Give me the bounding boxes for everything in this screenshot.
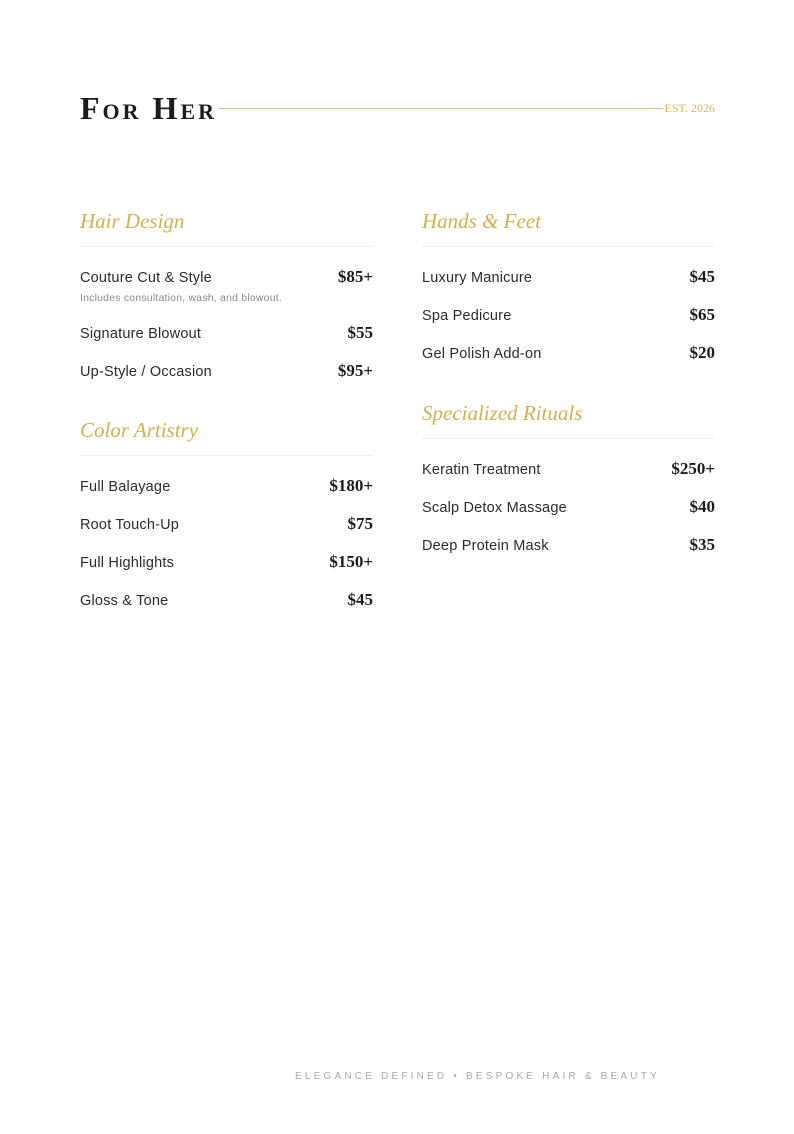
item-price: $75 — [347, 514, 373, 533]
item-price: $95+ — [337, 361, 373, 380]
section-title: Hands & Feet — [422, 209, 541, 233]
menu-item — [80, 552, 373, 572]
item-name: Luxury Manicure — [422, 270, 533, 286]
menu-item — [80, 323, 373, 343]
section-title: Hair Design — [80, 209, 185, 233]
menu-item — [80, 590, 373, 610]
menu-item — [80, 476, 373, 496]
section-divider — [80, 455, 373, 456]
menu-item — [422, 343, 715, 363]
footer-tagline: ELEGANCE DEFINED • BESPOKE HAIR & BEAUTY — [295, 1071, 660, 1082]
header-rule — [219, 108, 663, 109]
item-name: Full Balayage — [80, 479, 171, 495]
section-title: Specialized Rituals — [422, 401, 583, 425]
item-price: $150+ — [329, 552, 373, 571]
menu-item — [80, 361, 373, 381]
item-name: Spa Pedicure — [422, 308, 512, 324]
section-hands-feet — [422, 206, 715, 381]
item-price: $20 — [689, 343, 715, 362]
item-name: Keratin Treatment — [422, 462, 541, 478]
item-price: $45 — [347, 590, 373, 609]
section-divider — [422, 246, 715, 247]
menu-item — [422, 305, 715, 325]
item-price: $40 — [689, 497, 715, 516]
menu-item — [80, 267, 373, 304]
item-name: Root Touch-Up — [80, 517, 180, 533]
item-name: Signature Blowout — [80, 326, 202, 342]
item-name: Gel Polish Add-on — [422, 346, 542, 362]
item-name: Deep Protein Mask — [422, 538, 549, 554]
item-price: $65 — [689, 305, 715, 324]
item-name: Full Highlights — [80, 555, 175, 571]
section-divider — [422, 438, 715, 439]
item-name: Gloss & Tone — [80, 593, 169, 609]
item-note: Includes consultation, wash, and blowout. — [80, 292, 282, 304]
menu-item — [80, 514, 373, 534]
established-label: EST. 2026 — [664, 100, 715, 115]
item-price: $250+ — [671, 459, 715, 478]
item-name: Up-Style / Occasion — [80, 364, 212, 380]
section-title: Color Artistry — [80, 418, 199, 442]
section-divider — [80, 246, 373, 247]
menu-item — [422, 459, 715, 479]
section-specialized-rituals — [422, 398, 715, 573]
item-price: $35 — [689, 535, 715, 554]
item-price: $180+ — [329, 476, 373, 495]
page-title: For Her — [80, 89, 217, 126]
section-hair-design — [80, 206, 373, 399]
menu-item — [422, 267, 715, 287]
item-price: $55 — [347, 323, 373, 342]
menu-item — [422, 535, 715, 555]
item-name: Scalp Detox Massage — [422, 500, 567, 516]
item-price: $45 — [689, 267, 715, 286]
item-name: Couture Cut & Style — [80, 270, 212, 286]
menu-item — [422, 497, 715, 517]
page-header — [80, 86, 715, 130]
section-color-artistry — [80, 415, 373, 628]
item-price: $85+ — [337, 267, 373, 286]
